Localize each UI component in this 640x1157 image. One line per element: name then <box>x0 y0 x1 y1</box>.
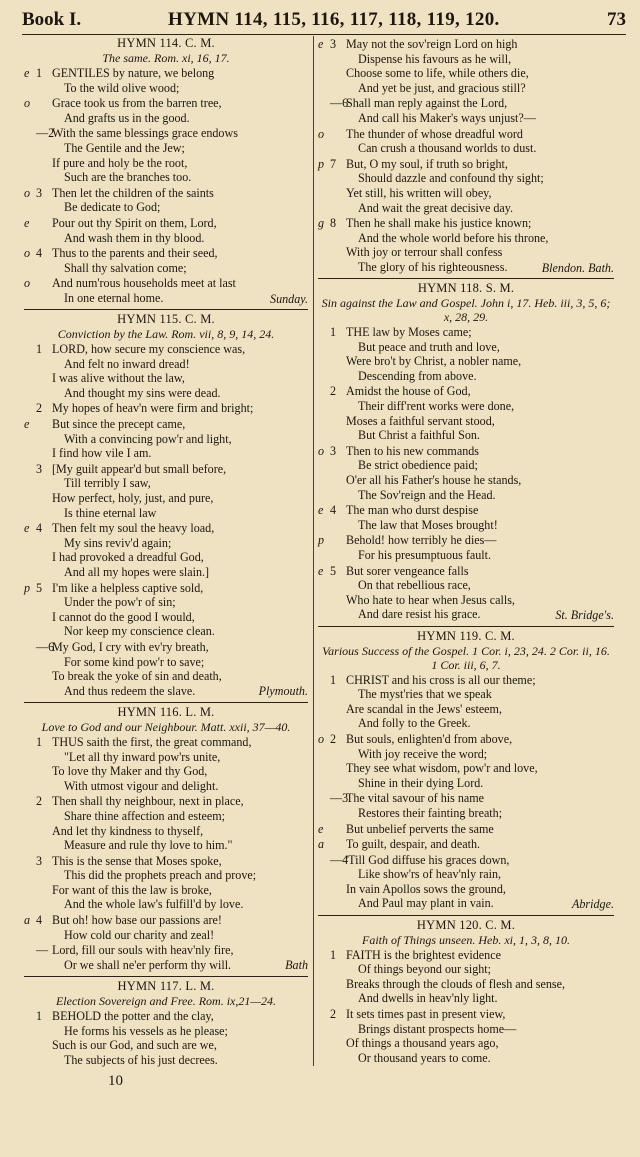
verse-line: Be dedicate to God; <box>64 200 161 215</box>
tune-name: St. Bridge's. <box>555 607 614 622</box>
verse-line: Of things a thousand years ago, <box>346 1036 499 1051</box>
verse-number: 4 <box>36 913 43 928</box>
hymn-heading: HYMN 117. L. M. <box>117 979 215 994</box>
verse-line: CHRIST and his cross is all our theme; <box>346 672 536 687</box>
dynamic-mark: e <box>24 215 30 230</box>
verse-line: And dwells in heav'nly light. <box>358 991 498 1006</box>
verse-line: Or thousand years to come. <box>358 1050 491 1065</box>
verse-number: 3 <box>330 443 337 458</box>
verse-number: 1 <box>330 947 337 962</box>
hymn-subject: Conviction by the Law. Rom. vii, 8, 9, 14, 24. <box>57 327 275 342</box>
verse-line: Descending from above. <box>358 368 477 383</box>
verse <box>24 126 308 184</box>
verse <box>318 157 614 215</box>
verse-line: FAITH is the brightest evidence <box>346 947 501 962</box>
verse-line: Brings distant prospects home— <box>358 1021 517 1036</box>
verse-line: But, O my soul, if truth so bright, <box>346 156 508 171</box>
verse-line: "Let all thy inward pow'rs unite, <box>64 749 221 764</box>
verse <box>24 581 308 639</box>
verse-line: But souls, enlighten'd from above, <box>346 731 513 746</box>
verse <box>318 853 614 911</box>
verse-line: He forms his vessels as he please; <box>64 1023 228 1038</box>
verse-number: 2 <box>330 731 337 746</box>
verse-line: My sins reviv'd again; <box>64 535 172 550</box>
verse <box>24 417 308 461</box>
verse-number: 1 <box>36 734 43 749</box>
verse-line: Then he shall make his justice known; <box>346 216 532 231</box>
verse-line: Moses a faithful servant stood, <box>346 413 495 428</box>
dynamic-mark: o <box>318 731 325 746</box>
dynamic-mark: a <box>318 837 325 852</box>
verse <box>24 246 308 275</box>
verse-line: Till terribly I saw, <box>64 476 151 491</box>
verse-line: How perfect, holy, just, and pure, <box>52 491 214 506</box>
verse-number: —3 <box>330 791 349 806</box>
verse-line: Breaks through the clouds of flesh and sense, <box>346 976 565 991</box>
verse-line: And grafts us in the good. <box>64 110 190 125</box>
verse-number: 4 <box>330 503 337 518</box>
verse-number: 2 <box>36 794 43 809</box>
verse <box>24 66 308 95</box>
hymn-heading: HYMN 120. C. M. <box>416 917 516 932</box>
verse-line: The thunder of whose dreadful word <box>346 126 523 141</box>
verse-line: For want of this the law is broke, <box>52 882 212 897</box>
verse-line: Can crush a thousand worlds to dust. <box>358 141 537 156</box>
verse-line: And folly to the Greek. <box>358 716 471 731</box>
left-column <box>24 36 308 1067</box>
verse <box>318 791 614 820</box>
verse-number: 8 <box>330 216 337 231</box>
tune-name: Abridge. <box>572 897 614 912</box>
verse-line: But unbelief perverts the same <box>346 821 494 836</box>
verse-number: 1 <box>36 1009 43 1024</box>
verse-line: Amidst the house of God, <box>346 384 471 399</box>
signature-number: 10 <box>108 1073 123 1089</box>
hymn-block <box>318 915 614 1066</box>
hymn-subject: Various Success of the Gospel. 1 Cor. i, 23, 24. 2 Cor. ii, 16. 1 Cor. iii, 6, 7. <box>322 643 610 672</box>
hymn-subject: Faith of Things unseen. Heb. xi, 1, 3, 8, 10. <box>362 932 570 947</box>
verse-line: And num'rous households meet at last <box>52 276 236 291</box>
verse-line: Such are the branches too. <box>64 170 192 185</box>
verse-line: To break the yoke of sin and death, <box>52 669 222 684</box>
verse-number: 1 <box>330 325 337 340</box>
verse-line: With joy or terrour shall confess <box>346 245 503 260</box>
verse <box>318 822 614 837</box>
verse-number: 1 <box>330 672 337 687</box>
verse <box>24 794 308 852</box>
dynamic-mark: o <box>318 126 325 141</box>
verse-line: Choose some to life, while others die, <box>346 66 529 81</box>
verse <box>24 401 308 416</box>
verse-line: Yet still, his written will obey, <box>346 185 492 200</box>
verse-number: 5 <box>36 580 43 595</box>
tune-name: Sunday. <box>270 291 308 306</box>
verse <box>318 837 614 852</box>
verse-line: The subjects of his just decrees. <box>64 1052 218 1067</box>
verse <box>318 96 614 125</box>
verse-line: Who hate to hear when Jesus calls, <box>346 592 515 607</box>
hymn-block <box>318 37 614 275</box>
verse-number: 3 <box>36 853 43 868</box>
verse-line: Shall man reply against the Lord, <box>346 96 508 111</box>
verse <box>318 533 614 562</box>
verse-line: Restores their fainting breath; <box>358 805 503 820</box>
verse-line: This did the prophets preach and prove; <box>64 868 257 883</box>
hymn-subject: Love to God and our Neighbour. Matt. xxii, 37—40. <box>41 719 291 734</box>
verse-line: I cannot do the good I would, <box>52 609 195 624</box>
verse-line: Their diff'rent works were done, <box>358 399 515 414</box>
hymn-heading: HYMN 116. L. M. <box>117 704 215 719</box>
verse-line: On that rebellious race, <box>358 578 471 593</box>
verse-line: And thought my sins were dead. <box>64 385 221 400</box>
verse <box>318 673 614 731</box>
verse <box>24 913 308 942</box>
verse-number: 3 <box>36 185 43 200</box>
verse <box>24 342 308 400</box>
verse-line: The Gentile and the Jew; <box>64 140 185 155</box>
verse-line: Pour out thy Spirit on them, Lord, <box>52 215 217 230</box>
verse-line: And dare resist his grace. <box>358 607 481 622</box>
dynamic-mark: e <box>24 66 30 80</box>
dynamic-mark: o <box>24 96 31 111</box>
verse-line: Then let the children of the saints <box>52 185 214 200</box>
dynamic-mark: g <box>318 216 325 231</box>
verse-line: Shall thy salvation come; <box>64 260 187 275</box>
verse-line: To guilt, despair, and death. <box>346 837 481 852</box>
verse-line: And yet be just, and gracious still? <box>358 80 526 95</box>
dynamic-mark: e <box>24 521 30 536</box>
dynamic-mark: p <box>318 533 325 548</box>
tune-name: Bath <box>285 958 308 973</box>
verse <box>318 503 614 532</box>
verse <box>24 735 308 793</box>
running-title: HYMN 114, 115, 116, 117, 118, 119, 120. <box>168 9 500 30</box>
verse-line: With the same blessings grace endows <box>52 126 238 141</box>
verse-line: And all my hopes were slain.] <box>64 565 210 579</box>
verse-line: My God, I cry with ev'ry breath, <box>52 639 209 654</box>
verse-line: I had provoked a dreadful God, <box>52 550 204 565</box>
verse-line: But peace and truth and love, <box>358 339 500 354</box>
verse-line: But oh! how base our passions are! <box>52 913 222 928</box>
dynamic-mark: a <box>24 913 31 928</box>
verse <box>318 564 614 622</box>
verse-line: To love thy Maker and thy God, <box>52 764 208 779</box>
verse-line: The glory of his righteousness. <box>358 259 508 274</box>
verse-line: And the whole world before his throne, <box>358 230 549 245</box>
verse-line: Of things beyond our sight; <box>358 962 492 977</box>
verse-line: How cold our charity and zeal! <box>64 927 215 942</box>
verse <box>318 127 614 156</box>
verse-line: Then felt my soul the heavy load, <box>52 521 215 536</box>
verse-line: Then shall thy neighbour, next in place, <box>52 794 244 809</box>
verse-line: O'er all his Father's house he stands, <box>346 473 522 488</box>
hymn-block <box>318 278 614 622</box>
dynamic-mark: o <box>24 276 31 291</box>
verse <box>318 1007 614 1065</box>
verse-line: And let thy kindness to thyself, <box>52 823 204 838</box>
verse-line: BEHOLD the potter and the clay, <box>52 1009 214 1024</box>
verse-line: It sets times past in present view, <box>346 1007 506 1022</box>
verse <box>24 276 308 305</box>
folio-number: 73 <box>607 9 626 30</box>
verse-number: 5 <box>330 563 337 578</box>
tune-name: Plymouth. <box>258 684 308 699</box>
verse-line: Dispense his favours as he will, <box>358 51 512 66</box>
verse-line: But since the precept came, <box>52 417 186 432</box>
verse-line: The law that Moses brought! <box>358 517 498 532</box>
verse-line: Grace took us from the barren tree, <box>52 96 222 111</box>
verse-number: —6 <box>36 639 55 654</box>
verse-line: They see what wisdom, pow'r and love, <box>346 761 538 776</box>
verse-number: 2 <box>36 401 43 416</box>
verse <box>318 216 614 274</box>
hymn-heading: HYMN 119. C. M. <box>417 628 515 643</box>
verse <box>24 943 308 972</box>
verse-line: 'Till God diffuse his graces down, <box>346 852 510 867</box>
verse-number: 1 <box>36 66 43 80</box>
verse <box>318 384 614 442</box>
verse-line: Shine in their dying Lord. <box>358 775 484 790</box>
hymn-block <box>24 36 308 306</box>
verse-line: Under the pow'r of sin; <box>64 595 176 610</box>
verse-number: —4 <box>330 852 349 867</box>
verse-line: This is the sense that Moses spoke, <box>52 853 222 868</box>
verse-number: 3 <box>36 461 43 476</box>
verse-line: [My guilt appear'd but small before, <box>52 461 227 476</box>
verse-line: Be strict obedience paid; <box>358 458 478 473</box>
verse-number: 2 <box>330 1007 337 1022</box>
dynamic-mark: o <box>24 185 31 200</box>
verse-line: Then to his new commands <box>346 443 480 458</box>
dynamic-mark: e <box>318 821 324 836</box>
tune-name: Blendon. Bath. <box>541 260 614 275</box>
verse-line: In vain Apollos sows the ground, <box>346 881 506 896</box>
hymn-block <box>24 702 308 973</box>
verse-line: Behold! how terribly he dies— <box>346 533 497 548</box>
hymn-heading: HYMN 115. C. M. <box>117 312 215 327</box>
verse-line: Lord, fill our souls with heav'nly fire, <box>52 943 234 958</box>
verse-line: The Sov'reign and the Head. <box>358 487 496 502</box>
verse-line: Like show'rs of heav'nly rain, <box>358 867 502 882</box>
verse <box>318 444 614 502</box>
verse-line: The man who durst despise <box>346 503 479 518</box>
right-column <box>318 36 614 1065</box>
hymn-heading: HYMN 114. C. M. <box>117 36 215 50</box>
verse-line: Measure and rule thy love to him." <box>64 838 233 853</box>
verse-line: In one eternal home. <box>64 290 164 305</box>
hymn-block <box>24 976 308 1067</box>
verse <box>24 96 308 125</box>
verse-line: To the wild olive wood; <box>64 80 180 95</box>
verse <box>318 325 614 383</box>
hymn-subject: Election Sovereign and Free. Rom. ix,21—24. <box>55 994 277 1009</box>
verse-number: 2 <box>330 384 337 399</box>
verse-number: 1 <box>36 342 43 357</box>
verse-line: And the whole law's fulfill'd by love. <box>64 897 244 912</box>
verse <box>24 521 308 579</box>
verse-number: — <box>36 943 49 958</box>
dynamic-mark: e <box>318 503 324 518</box>
verse-line: LORD, how secure my conscience was, <box>52 342 246 357</box>
hymn-subject: The same. Rom. xi, 16, 17. <box>102 51 230 65</box>
verse-number: 4 <box>36 521 43 536</box>
dynamic-mark: p <box>24 580 31 595</box>
verse-line: And thus redeem the slave. <box>64 683 196 698</box>
verse <box>24 216 308 245</box>
dynamic-mark: e <box>318 563 324 578</box>
dynamic-mark: o <box>318 443 325 458</box>
verse-number: 3 <box>330 37 337 51</box>
verse-line: And wait the great decisive day. <box>358 200 514 215</box>
verse <box>24 854 308 912</box>
verse-line: But sorer vengeance falls <box>346 563 469 578</box>
verse-line: The myst'ries that we speak <box>358 687 492 702</box>
verse-line: Thus to the parents and their seed, <box>52 246 218 261</box>
verse <box>318 732 614 790</box>
verse-line: Are scandal in the Jews' esteem, <box>346 701 502 716</box>
verse-line: May not the sov'reign Lord on high <box>346 37 518 51</box>
verse-line: And call his Maker's ways unjust?— <box>358 110 536 125</box>
verse-line: And felt no inward dread! <box>64 356 190 371</box>
verse-line: Share thine affection and esteem; <box>64 808 225 823</box>
verse-number: —6 <box>330 96 349 111</box>
verse-number: 4 <box>36 246 43 261</box>
dynamic-mark: o <box>24 246 31 261</box>
verse-number: 7 <box>330 156 337 171</box>
verse-line: I was alive without the law, <box>52 371 185 386</box>
verse <box>318 948 614 1006</box>
verse-line: Nor keep my conscience clean. <box>64 624 215 639</box>
verse-line: But Christ a faithful Son. <box>358 428 480 443</box>
verse-line: With utmost vigour and delight. <box>64 778 219 793</box>
verse-line: I'm like a helpless captive sold, <box>52 580 204 595</box>
book-label: Book I. <box>22 9 82 30</box>
hymn-block <box>24 309 308 699</box>
verse-line: My hopes of heav'n were firm and bright; <box>52 401 254 416</box>
verse-line: Or we shall ne'er perform thy will. <box>64 957 232 972</box>
verse-line: Such is our God, and such are we, <box>52 1038 217 1053</box>
verse-line: THE law by Moses came; <box>346 325 472 340</box>
verse-line: I find how vile I am. <box>52 446 152 461</box>
verse-number: —2 <box>36 126 55 141</box>
column-divider <box>313 36 314 1066</box>
verse-line: Should dazzle and confound thy sight; <box>358 171 544 186</box>
verse-line: THUS saith the first, the great command, <box>52 734 252 749</box>
running-head <box>22 6 626 35</box>
verse-line: Is thine eternal law <box>64 505 157 520</box>
verse <box>318 37 614 95</box>
verse <box>24 640 308 698</box>
verse-line: GENTILES by nature, we belong <box>52 66 215 80</box>
verse-line: The vital savour of his name <box>346 791 485 806</box>
dynamic-mark: e <box>24 417 30 432</box>
dynamic-mark: e <box>318 37 324 51</box>
dynamic-mark: p <box>318 156 325 171</box>
verse-line: And wash them in thy blood. <box>64 230 205 245</box>
verse-line: Were bro't by Christ, a nobler name, <box>346 354 522 369</box>
verse-line: For his presumptuous fault. <box>358 548 492 562</box>
verse-line: For some kind pow'r to save; <box>64 654 205 669</box>
verse <box>24 1009 308 1067</box>
verse-line: If pure and holy be the root, <box>52 155 188 170</box>
verse-line: With joy receive the word; <box>358 746 488 761</box>
verse-line: And Paul may plant in vain. <box>358 896 494 911</box>
hymn-block <box>318 626 614 912</box>
verse <box>24 462 308 520</box>
hymn-subject: Sin against the Law and Gospel. John i, 17. Heb. iii, 3, 5, 6; x, 28, 29. <box>321 296 611 325</box>
hymn-heading: HYMN 118. S. M. <box>417 281 515 296</box>
verse <box>24 186 308 215</box>
verse-line: With a convincing pow'r and light, <box>64 431 232 446</box>
